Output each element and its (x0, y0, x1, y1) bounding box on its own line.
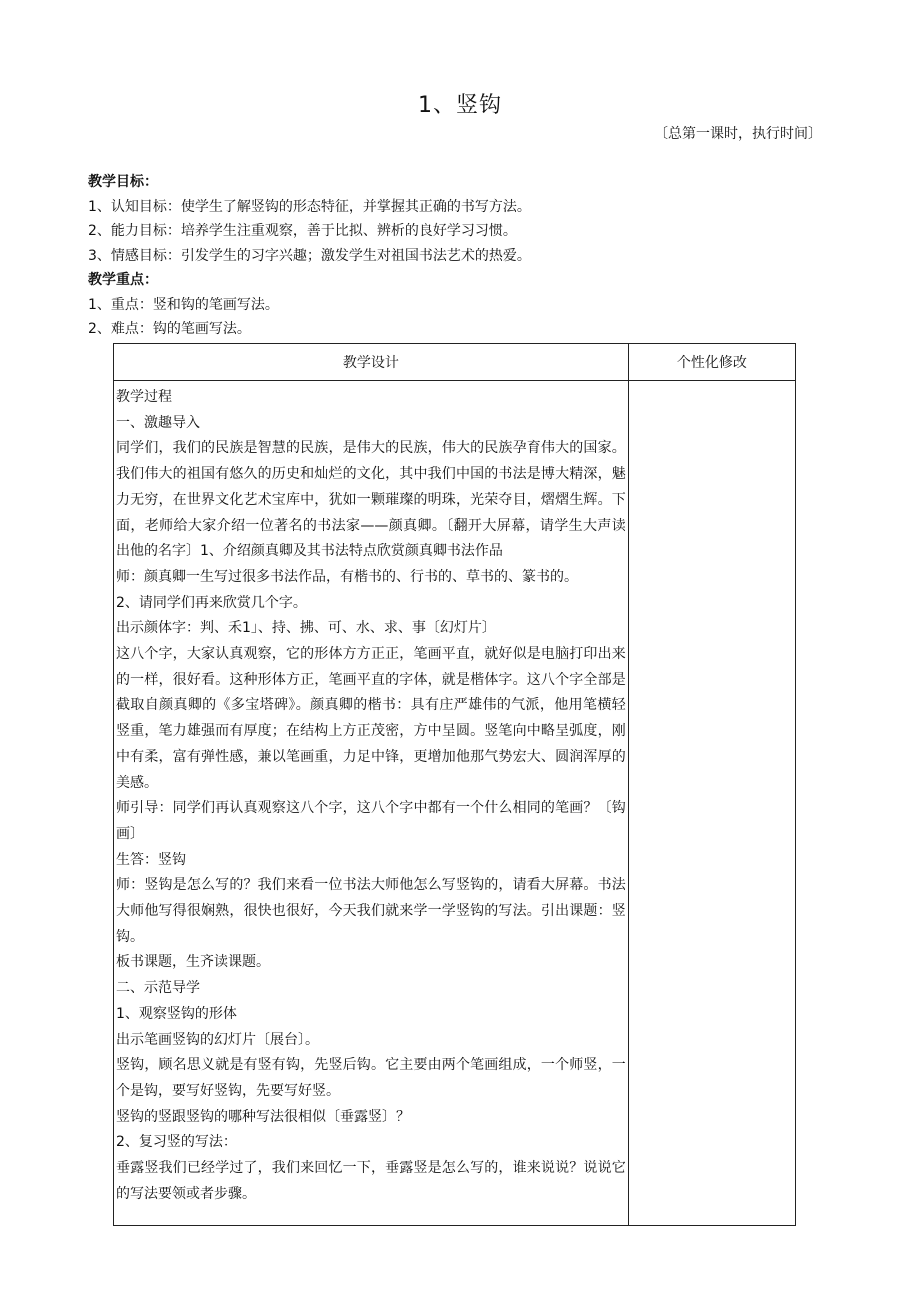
process-paragraph: 2、复习竖的写法： (116, 1134, 237, 1151)
personal-modification-cell (628, 381, 795, 1226)
teaching-process-text (114, 381, 628, 1208)
process-paragraph: 竖钩，顾名思义就是有竖有钩，先竖后钩。它主要由两个笔画组成，一个师竖，一个是钩，要写好竖钩，先要写好竖。 (116, 1057, 626, 1099)
process-heading: 教学过程 (116, 389, 172, 405)
key-point-item: 2、难点：钩的笔画写法。 (88, 321, 251, 337)
process-paragraph: 1、观察竖钩的形体 (116, 1005, 237, 1022)
process-paragraph: 师：竖钩是怎么写的？我们来看一位书法大师他怎么写竖钩的，请看大屏幕。书法大师他写得很娴熟，很快也很好，今天我们就来学一学竖钩的写法。引出课题：竖钩。 (116, 877, 626, 945)
lesson-period-note: 〔总第一课时，执行时间〕 (654, 126, 822, 142)
objectives-heading: 教学目标： (88, 174, 158, 190)
teaching-design-cell (114, 381, 629, 1226)
key-points-heading: 教学重点： (88, 272, 158, 288)
process-paragraph: 板书课题，生齐读课题。 (116, 954, 270, 971)
process-paragraph: 2、请同学们再来欣赏几个字。 (116, 594, 307, 611)
process-paragraph: 垂露竖我们已经学过了，我们来回忆一下，垂露竖是怎么写的，谁来说说？说说它的写法要领或者步骤。 (116, 1160, 626, 1202)
header-personal-modification: 个性化修改 (628, 344, 795, 381)
section-heading: 二、示范导学 (116, 980, 200, 997)
process-paragraph: 出示笔画竖钩的幻灯片〔展台〕。 (116, 1031, 319, 1048)
process-paragraph: 生答：竖钩 (116, 851, 186, 868)
objective-item: 1、认知目标：使学生了解竖钩的形态特征，并掌握其正确的书写方法。 (88, 198, 531, 215)
header-teaching-design: 教学设计 (114, 344, 629, 381)
process-paragraph: 出示颜体字：判、禾1」、持、拂、可、水、求、事〔幻灯片〕 (116, 620, 496, 637)
section-heading: 一、激趣导入 (116, 414, 200, 431)
table-body-row (114, 381, 796, 1226)
key-point-item: 1、重点：竖和钩的笔画写法。 (88, 296, 279, 313)
process-paragraph: 同学们，我们的民族是智慧的民族，是伟大的民族，伟大的民族孕育伟大的国家。我们伟大的祖国有悠久的历史和灿烂的文化，其中我们中国的书法是博大精深，魅力无穷，在世界文化艺术宝库中，犹如一颗璀璨的明珠，光荣夺目，熠熠生辉。下面，老师给大家介绍一位著名的书法家——颜真卿。〔翻开大屏幕，请学生大声读出他的名字〕1、介绍颜真卿及其书法特点欣赏颜真卿书法作品 (116, 440, 626, 560)
process-paragraph: 师引导：同学们再认真观察这八个字，这八个字中都有一个什么相同的笔画？〔钩画〕 (116, 800, 626, 842)
table-header-row (114, 344, 796, 381)
process-paragraph: 师：颜真卿一生写过很多书法作品，有楷书的、行书的、草书的、篆书的。 (116, 568, 578, 585)
process-paragraph: 竖钩的竖跟竖钩的哪种写法很相似〔垂露竖〕？ (116, 1108, 410, 1125)
process-paragraph: 这八个字，大家认真观察，它的形体方方正正，笔画平直，就好似是电脑打印出来的一样，很好看。这种形体方正，笔画平直的字体，就是楷体字。这八个字全部是截取自颜真卿的《多宝塔碑》。颜真卿的楷书：具有庄严雄伟的气派，他用笔横轻竖重，笔力雄强而有厚度；在结构上方正茂密，方中呈圆。竖笔向中略呈弧度，刚中有柔，富有弹性感，兼以笔画重，力足中锋，更增加他那气势宏大、圆润浑厚的美感。 (116, 646, 626, 791)
objective-item: 2、能力目标：培养学生注重观察，善于比拟、辨析的良好学习习惯。 (88, 223, 517, 239)
lesson-plan-table (113, 343, 796, 1226)
lesson-objectives-section (88, 170, 808, 342)
lesson-title: 1、竖钩 (418, 93, 502, 118)
objective-item: 3、情感目标：引发学生的习字兴趣；激发学生对祖国书法艺术的热爱。 (88, 247, 531, 264)
